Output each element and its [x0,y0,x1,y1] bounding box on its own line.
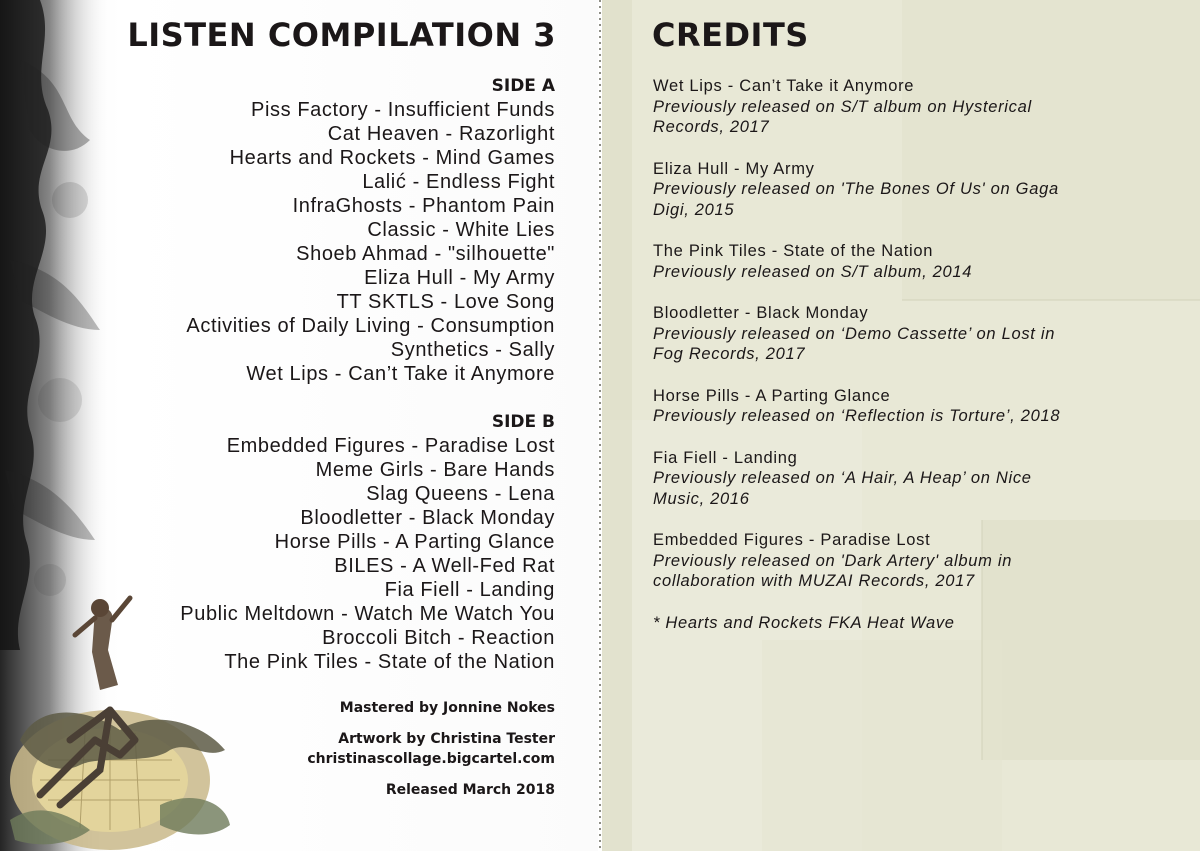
credit-note-line: Digi, 2015 [653,200,735,219]
credit-note-line: Previously released on ‘A Hair, A Heap’ on Nice [653,469,1032,487]
credit-song: Eliza Hull - My Army [653,159,815,178]
credit-song: Fia Fiell - Landing [653,448,798,467]
credit-note-line: Previously released on ‘Reflection is Torture’, 2018 [653,407,1061,425]
credit-note-line: Previously released on S/T album on Hysterical [653,97,1032,116]
artist-website: christinascollage.bigcartel.com [307,751,555,767]
credits-list [653,76,1173,633]
side-spacer [75,386,555,410]
tracklist-panel [0,0,598,851]
credit-song: Bloodletter - Black Monday [653,304,869,322]
track-item: Horse Pills - A Parting Glance [274,531,555,553]
track-item: Eliza Hull - My Army [364,267,555,289]
credit-note-line: Previously released on ‘Demo Cassette’ on Lost in [653,324,1056,343]
artwork-by: Artwork by Christina Tester [338,731,555,747]
credit-entry [653,159,1173,221]
track-item: Fia Fiell - Landing [384,579,555,601]
track-item: Classic - White Lies [367,219,555,241]
credit-entry [653,76,1173,138]
side-a-heading: SIDE A [491,76,555,96]
credits-panel [602,0,1200,851]
track-item: The Pink Tiles - State of the Nation [224,651,555,673]
credit-note-line: Previously released on 'The Bones Of Us' on Gaga [653,180,1059,198]
track-item: Piss Factory - Insufficient Funds [251,99,555,121]
track-item: Hearts and Rockets - Mind Games [229,147,555,169]
credit-note-line: Previously released on 'Dark Artery' album in [653,551,1013,570]
credits-title: CREDITS [652,16,809,54]
track-item: Wet Lips - Can’t Take it Anymore [246,363,555,385]
mastered-by: Mastered by Jonnine Nokes [339,700,555,716]
track-item: BILES - A Well-Fed Rat [334,555,555,577]
credit-entry [653,386,1173,427]
credit-entry [653,241,1173,282]
credit-song: Wet Lips - Can’t Take it Anymore [653,77,915,95]
track-item: Lalić - Endless Fight [362,171,555,193]
track-item: Activities of Daily Living - Consumption [186,315,555,337]
track-item: InfraGhosts - Phantom Pain [292,195,555,217]
track-item: Cat Heaven - Razorlight [327,123,555,145]
credit-song: The Pink Tiles - State of the Nation [653,242,934,260]
footer-spacer [75,718,555,729]
track-item: Meme Girls - Bare Hands [315,459,555,481]
footer-spacer [75,769,555,780]
track-item: Slag Queens - Lena [366,483,555,505]
credit-song: Horse Pills - A Parting Glance [653,386,891,405]
credit-song: Embedded Figures - Paradise Lost [653,531,931,549]
side-b-heading: SIDE B [491,412,555,432]
credit-note-line: Music, 2016 [653,489,750,508]
track-item: TT SKTLS - Love Song [336,291,555,313]
track-item: Public Meltdown - Watch Me Watch You [180,603,555,625]
credit-entry [653,303,1173,365]
credit-entry [653,530,1173,592]
credit-note-line: Records, 2017 [653,118,770,136]
credit-note-line: Fog Records, 2017 [653,345,806,363]
footnote: * Hearts and Rockets FKA Heat Wave [653,613,955,632]
credit-note-line: Previously released on S/T album, 2014 [653,262,973,281]
track-item: Broccoli Bitch - Reaction [322,627,555,649]
track-item: Embedded Figures - Paradise Lost [226,435,555,457]
tracklist [75,74,555,674]
credit-entry [653,448,1173,510]
track-item: Bloodletter - Black Monday [300,507,555,529]
track-item: Synthetics - Sally [390,339,555,361]
track-item: Shoeb Ahmad - "silhouette" [296,243,555,265]
compilation-title: LISTEN COMPILATION 3 [127,16,556,54]
credit-note-line: collaboration with MUZAI Records, 2017 [653,572,975,590]
release-date: Released March 2018 [385,782,555,798]
release-info [75,698,555,800]
